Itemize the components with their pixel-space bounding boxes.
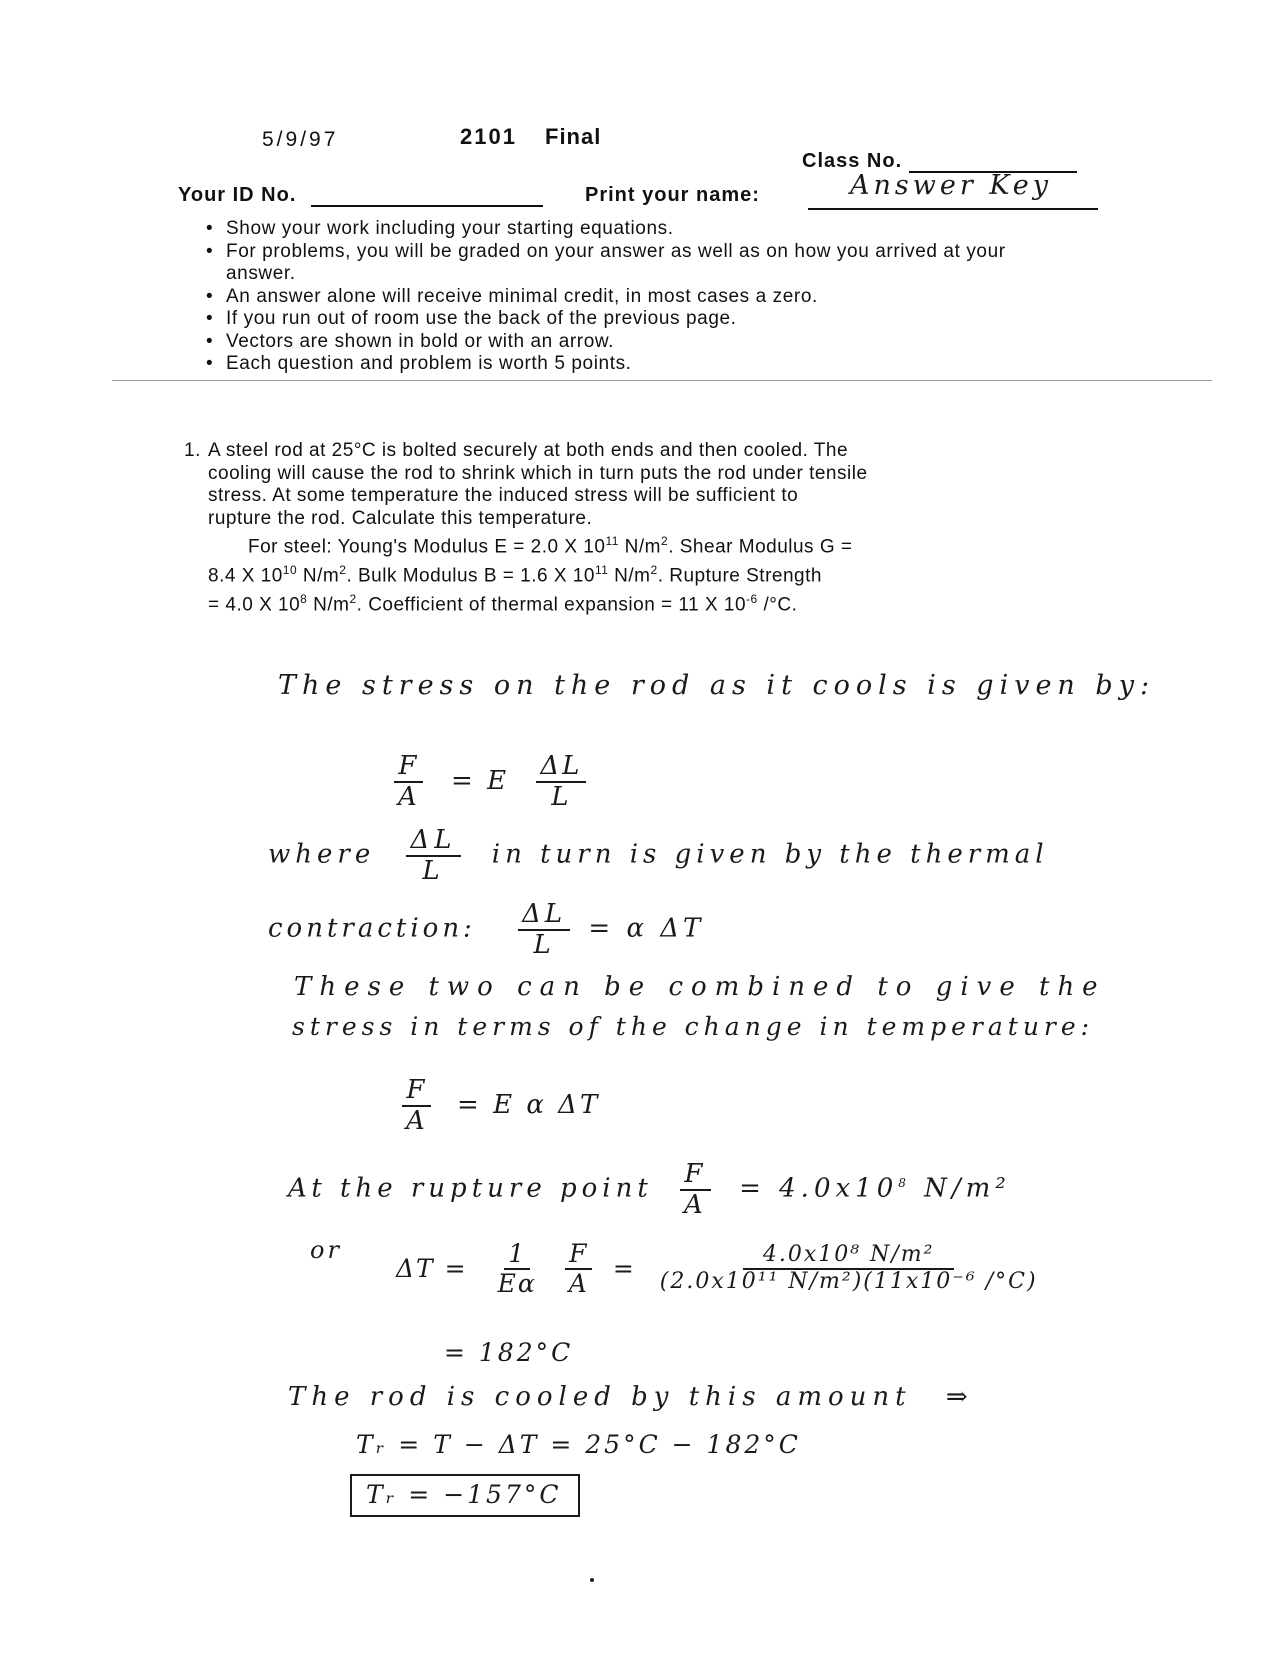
props-line: = 4.0 X $10^8$ $N/m^2$. Coefficient of thermal expansion = 11 X $10^{-6}$ /°C. [208, 591, 798, 615]
problem-text [208, 440, 1088, 530]
equation-final-temp-calc: Tᵣ = T − ΔT = 25°C − 182°C [356, 1430, 801, 1459]
problem-line: A steel rod at 25°C is bolted securely at both ends and then cooled. The [208, 440, 849, 461]
id-field [178, 184, 543, 207]
solution-line-5: stress in terms of the change in temperature: [292, 1012, 1095, 1041]
fraction: $\frac{1}{E\alpha}$ [497, 1239, 537, 1298]
equation-delta-t-result: = 182°C [444, 1338, 574, 1367]
problem-number: 1. [184, 440, 201, 461]
equation-stress-strain: $\frac{F}{A}$ = E $\frac{\Delta L}{L}$ [388, 752, 592, 811]
exam-date: 5/9/97 [262, 128, 339, 151]
fraction: $\frac{F}{A}$ [565, 1240, 593, 1297]
id-blank[interactable] [311, 187, 543, 207]
fraction: $\frac{F}{A}$ [394, 752, 424, 811]
problem-line: rupture the rod. Calculate this temperature. [208, 507, 593, 529]
instruction-item: • An answer alone will receive minimal credit, in most cases a zero. [204, 286, 1064, 309]
instructions-list [204, 218, 1064, 376]
instruction-item: • If you run out of room use the back of the previous page. [204, 308, 1064, 331]
equation-stress-temp: $\frac{F}{A}$ = E α ΔT [396, 1076, 600, 1135]
solution-or: or [310, 1236, 342, 1264]
course-number: 2101 [460, 124, 517, 149]
stray-mark [590, 1578, 594, 1582]
final-answer-box: Tᵣ = −157°C [350, 1474, 580, 1517]
name-label: Print your name: [585, 184, 760, 206]
problem-line: cooling will cause the rod to shrink which in turn puts the rod under tensile [208, 462, 868, 484]
id-label: Your ID No. [178, 184, 297, 206]
fraction: $\frac{\Delta L}{L}$ [518, 900, 570, 959]
fraction: $\frac{F}{A}$ [680, 1160, 712, 1219]
instruction-item: • Show your work including your starting equations. [204, 218, 1064, 241]
solution-line-6: At the rupture point $\frac{F}{A}$ = $4.0x10^8$ N/m² [288, 1159, 1011, 1220]
instruction-item: • Each question and problem is worth 5 points. [204, 353, 1064, 376]
instruction-item: • Vectors are shown in bold or with an arrow. [204, 331, 1064, 354]
solution-line-1: The stress on the rod as it cools is given by: [278, 670, 1156, 701]
solution-line-2: where $\frac{\Delta L}{L}$ in turn is given by the thermal [268, 825, 1049, 886]
fraction: $\frac{\Delta L}{L}$ [406, 826, 460, 885]
instruction-item: • For problems, you will be graded on your answer as well as on how you arrived at your answer. [204, 241, 1064, 286]
class-no-label: Class No. [802, 150, 903, 172]
solution-line-8: The rod is cooled by this amount ⇒ [288, 1382, 974, 1412]
name-value: Answer Key [850, 170, 1052, 201]
material-properties [208, 530, 1088, 616]
solution-line-4: These two can be combined to give the [294, 972, 1106, 1002]
equation-delta-t: ΔT = $\frac{1}{E\alpha}$ $\frac{F}{A}$ = $\frac{\text{4.0x10⁸ N/m²}}{\text{(2.0x10¹¹ N/m²)(11x10⁻⁶ /°C)}}$ [396, 1240, 1048, 1297]
fraction: $\frac{F}{A}$ [402, 1076, 432, 1135]
name-field [585, 184, 760, 207]
props-line: 8.4 X $10^{10}$ $N/m^2$. Bulk Modulus B = 1.6 X $10^{11}$ $N/m^2$. Rupture Strength [208, 562, 822, 587]
section-divider [112, 380, 1212, 381]
props-line: For steel: Young's Modulus E = 2.0 X $10^{11}$ $N/m^2$. Shear Modulus G = [248, 534, 853, 558]
fraction: $\frac{\Delta L}{L}$ [536, 752, 586, 811]
problem-line: stress. At some temperature the induced stress will be sufficient to [208, 485, 799, 506]
solution-line-3: contraction: $\frac{\Delta L}{L}$ = α ΔT [268, 899, 705, 960]
fraction: $\frac{\text{4.0x10⁸ N/m²}}{\text{(2.0x10¹¹ N/m²)(11x10⁻⁶ /°C)}}$ [659, 1242, 1038, 1294]
exam-title: Final [545, 124, 602, 149]
